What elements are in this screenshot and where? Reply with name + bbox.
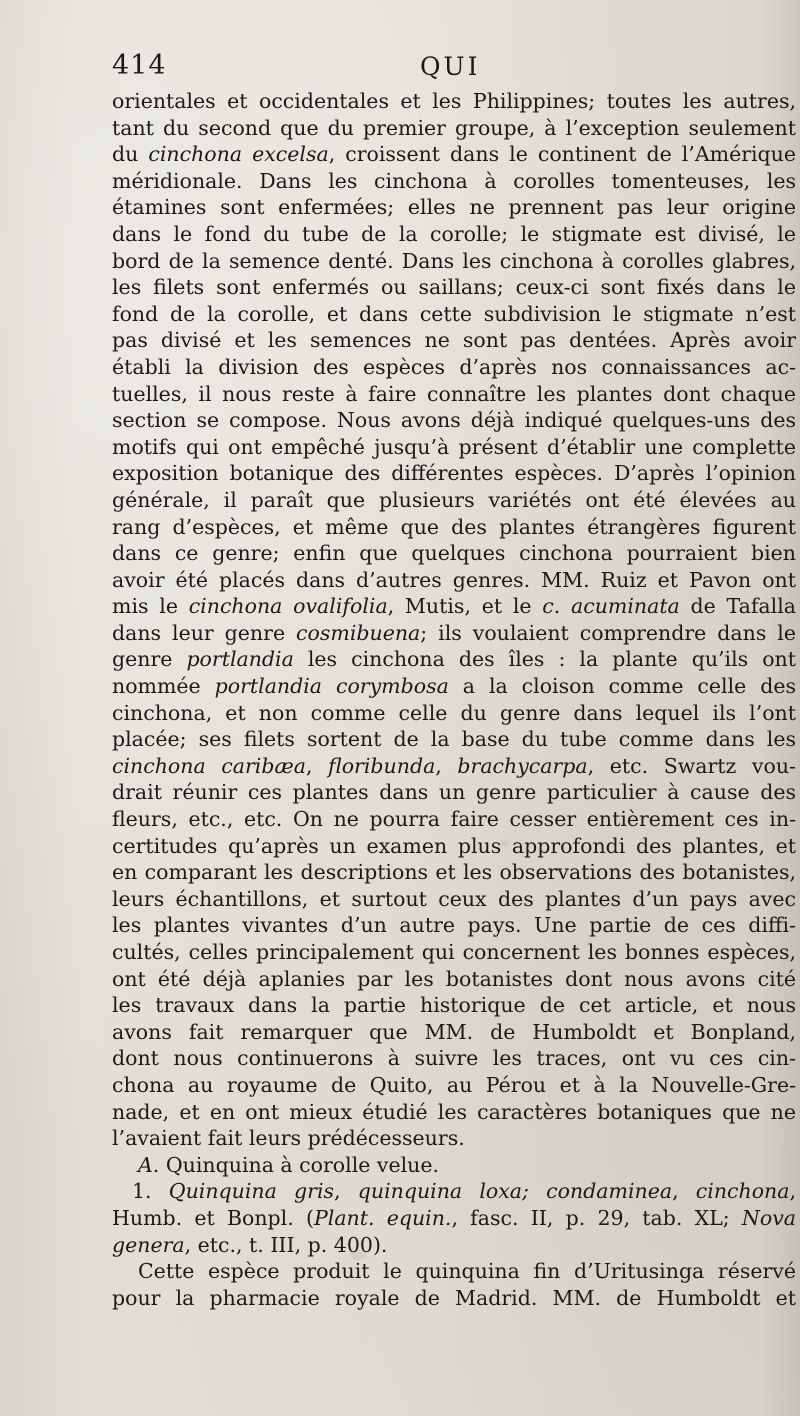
text-line: nade, et en ont mieux étudié les caractères botaniques que ne (112, 1099, 796, 1124)
text-line: l’avaient fait leurs prédécesseurs. (112, 1126, 465, 1151)
text-line: dans le fond du tube de la corolle; le stigmate est divisé, le (112, 221, 796, 246)
text-line: rang d’espèces, et même que des plantes étrangères figurent (112, 514, 796, 539)
text-line: du cinchona excelsa, croissent dans le continent de l’Amérique (112, 142, 796, 167)
text-line: placée; ses filets sortent de la base du tube comme dans les (112, 727, 796, 752)
text-line: générale, il paraît que plusieurs variétés ont été élevées au (112, 487, 796, 512)
text-line: pas divisé et les semences ne sont pas dentées. Après avoir (112, 328, 796, 353)
text-line: avons fait remarquer que MM. de Humboldt et Bonpland, (112, 1019, 796, 1044)
text-line: mis le cinchona ovalifolia, Mutis, et le c. acuminata de Tafalla (112, 594, 796, 619)
body-text (112, 88, 796, 1311)
text-line: avoir été placés dans d’autres genres. MM. Ruiz et Pavon ont (112, 567, 796, 592)
text-line: 1. Quinquina gris, quinquina loxa; condaminea, cinchona, (132, 1179, 796, 1204)
text-line: fleurs, etc., etc. On ne pourra faire cesser entièrement ces in- (112, 807, 796, 832)
text-line: cultés, celles principalement qui concernent les bonnes espèces, (112, 940, 796, 964)
text-line: drait réunir ces plantes dans un genre particulier à cause des (112, 780, 796, 805)
text-line: genre portlandia les cinchona des îles : la plante qu’ils ont (112, 647, 796, 672)
text-line: les plantes vivantes d’un autre pays. Une partie de ces diffi- (112, 913, 796, 938)
page-header (112, 50, 752, 86)
text-line: tuelles, il nous reste à faire connaître les plantes dont chaque (112, 381, 796, 406)
text-line: ont été déjà aplanies par les botanistes dont nous avons cité (112, 966, 796, 991)
text-line: exposition botanique des différentes espèces. D’après l’opinion (112, 461, 796, 486)
text-line: cinchona, et non comme celle du genre dans lequel ils l’ont (112, 700, 796, 725)
text-line: en comparant les descriptions et les observations des botanistes, (112, 860, 796, 885)
text-line: chona au royaume de Quito, au Pérou et à la Nouvelle-Gre- (112, 1072, 796, 1097)
text-line: dont nous continuerons à suivre les traces, ont vu ces cin- (112, 1046, 796, 1071)
text-line: nommée portlandia corymbosa a la cloison comme celle des (112, 674, 796, 699)
text-line: établi la division des espèces d’après nos connaissances ac- (112, 354, 796, 379)
text-line: cinchona caribæa, floribunda, brachycarpa, etc. Swartz vou- (112, 753, 796, 778)
text-line: section se compose. Nous avons déjà indiqué quelques-uns des (112, 408, 796, 433)
text-line: les travaux dans la partie historique de cet article, et nous (112, 993, 796, 1018)
text-line: Cette espèce produit le quinquina fin d’Uritusinga réservé (138, 1259, 796, 1284)
text-line: orientales et occidentales et les Philippines; toutes les autres, (112, 89, 796, 113)
text-line: étamines sont enfermées; elles ne prennent pas leur origine (112, 195, 796, 220)
text-line: les filets sont enfermés ou saillans; ceux-ci sont fixés dans le (112, 275, 796, 300)
text-line: pour la pharmacie royale de Madrid. MM. de Humboldt et (112, 1285, 796, 1310)
text-line: tant du second que du premier groupe, à l’exception seulement (112, 115, 796, 140)
page-number: 414 (112, 50, 167, 81)
text-line: Humb. et Bonpl. (Plant. equin., fasc. II, p. 29, tab. XL; Nova (112, 1205, 796, 1230)
section-heading: A. Quinquina à corolle velue. (138, 1152, 440, 1177)
text-line: leurs échantillons, et surtout ceux des plantes d’un pays avec (112, 886, 796, 911)
text-line: méridionale. Dans les cinchona à corolles tomenteuses, les (112, 168, 796, 193)
text-line: motifs qui ont empêché jusqu’à présent d’établir une complette (112, 434, 796, 459)
text-line: dans leur genre cosmibuena; ils voulaient comprendre dans le (112, 620, 796, 645)
text-line: bord de la semence denté. Dans les cinchona à corolles glabres, (112, 248, 796, 273)
text-line: dans ce genre; enfin que quelques cinchona pourraient bien (112, 541, 796, 566)
text-line: genera, etc., t. III, p. 400). (112, 1232, 388, 1257)
text-line: certitudes qu’après un examen plus approfondi des plantes, et (112, 833, 796, 858)
running-head: QUI (420, 52, 481, 81)
text-line: fond de la corolle, et dans cette subdivision le stigmate n’est (112, 301, 796, 326)
